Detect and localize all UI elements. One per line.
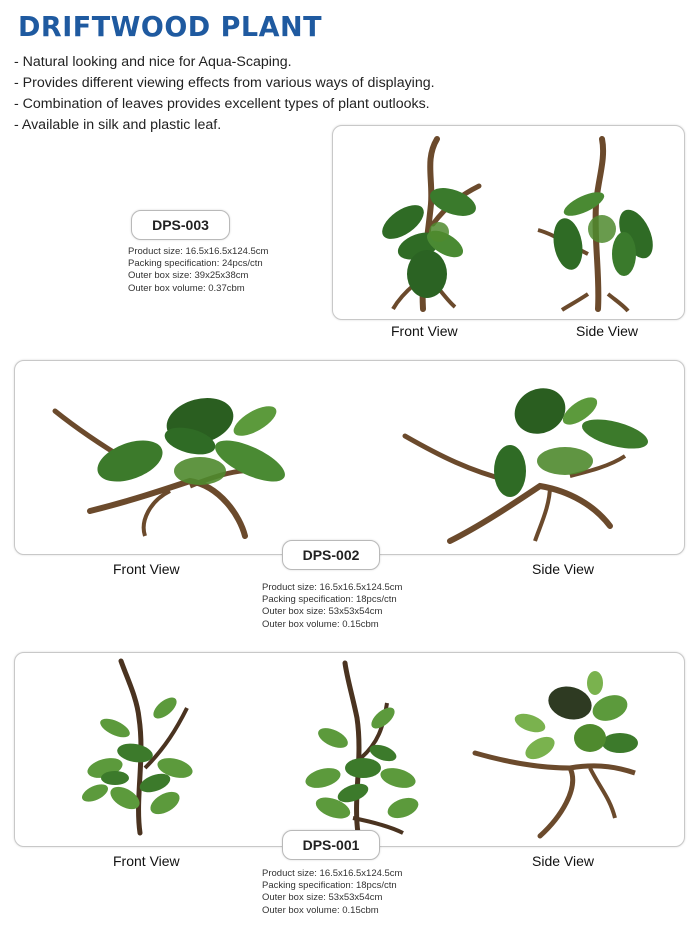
feature-item: - Available in silk and plastic leaf. [14,117,222,133]
product-photo-panel [14,360,685,555]
plant-photo-side [400,376,660,546]
feature-item: - Natural looking and nice for Aqua-Scaping. [14,54,292,70]
product-specs [262,582,402,631]
plant-photo-side [528,134,668,314]
view-label: Side View [576,323,639,339]
plant-photo-front [353,134,493,314]
product-specs [262,868,402,917]
product-code-badge [131,210,230,240]
spec-line: Packing specification: 24pcs/ctn [128,258,263,270]
product-code-badge [282,830,380,860]
product-code: DPS-002 [302,547,360,563]
page-title: DRIFTWOOD PLANT [18,11,323,44]
spec-line: Outer box volume: 0.37cbm [128,282,245,294]
spec-line: Outer box size: 53x53x54cm [262,892,383,904]
view-label: Front View [113,561,180,577]
product-code: DPS-003 [152,217,209,233]
spec-line: Product size: 16.5x16.5x124.5cm [262,868,403,879]
product-code-badge [282,540,380,570]
view-label: Front View [391,323,458,339]
plant-photo-front [65,658,215,838]
plant-photo-side [470,668,670,838]
spec-line: Product size: 16.5x16.5x124.5cm [128,246,269,257]
view-label: Side View [532,853,595,869]
feature-item: - Provides different viewing effects from various ways of displaying. [14,75,435,91]
product-specs [128,246,268,295]
spec-line: Outer box size: 53x53x54cm [262,606,383,618]
spec-line: Packing specification: 18pcs/ctn [262,594,397,606]
plant-photo-middle [283,658,433,838]
feature-item: - Combination of leaves provides excellent types of plant outlooks. [14,96,430,112]
view-label: Side View [532,561,595,577]
product-photo-panel [14,652,685,847]
spec-line: Outer box volume: 0.15cbm [262,618,379,630]
spec-line: Outer box size: 39x25x38cm [128,270,249,282]
product-photo-panel [332,125,685,320]
spec-line: Product size: 16.5x16.5x124.5cm [262,582,403,593]
spec-line: Outer box volume: 0.15cbm [262,904,379,916]
plant-photo-front [50,376,310,546]
view-label: Front View [113,853,180,869]
product-code: DPS-001 [302,837,360,853]
feature-list [14,52,435,136]
spec-line: Packing specification: 18pcs/ctn [262,880,397,892]
